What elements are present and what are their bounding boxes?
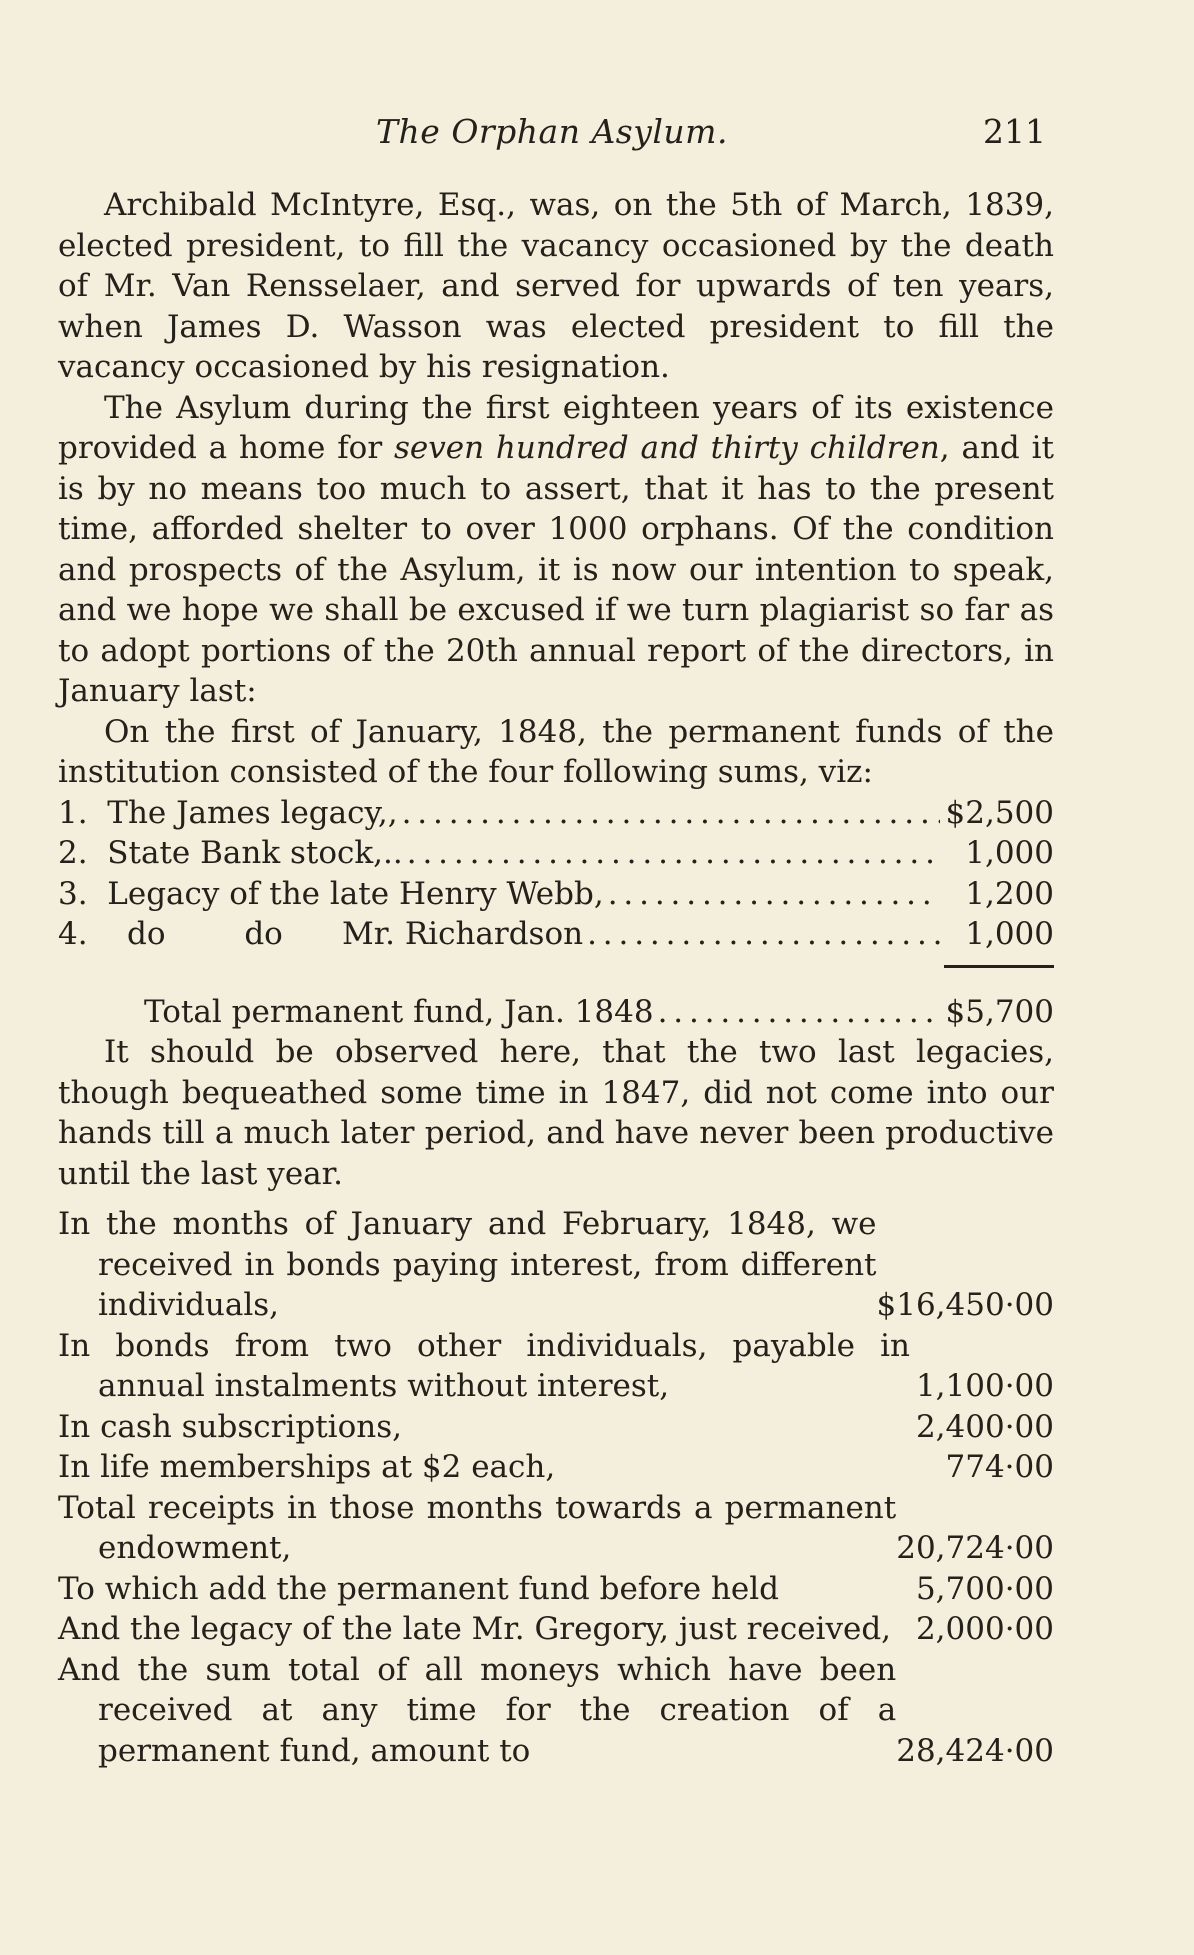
receipt-amount: 774·00: [945, 1449, 1054, 1485]
paragraph-asylum-history-before: The Asylum during the first eighteen years of its existence provided a home for: [58, 389, 1054, 466]
running-title: The Orphan Asylum.: [376, 112, 728, 151]
ledger-amount: $2,500: [945, 794, 1054, 831]
ledger-label: 2. State Bank stock,..: [58, 835, 403, 871]
page-header: [58, 112, 1046, 160]
ledger-row: [58, 874, 1054, 915]
paragraph-asylum-history-after: , and it is by no means too much to assert, that it has to the present time, afforded shelter to over 1000 orphans. Of the condition and prospects of the Asylum, it is now our intention to speak, and we hope we shall be excused if we turn plagiarist so far as to adopt portions of the 20th annual report of the directors, in January last:: [58, 430, 1054, 709]
receipt-text: And the sum total of all moneys which have been received at any time for the creation of a permanent fund, amount to: [58, 1651, 897, 1769]
receipt-text: To which add the permanent fund before held: [58, 1570, 780, 1607]
total-label: Total permanent fund, Jan. 1848: [144, 993, 654, 1030]
total-row: [58, 992, 1054, 1033]
paragraph-funds-intro: On the first of January, 1848, the permanent funds of the institution consisted of the four following sums, viz:: [58, 713, 1054, 790]
receipt-entry: [58, 1650, 1054, 1772]
receipts-list: [58, 1204, 1054, 1771]
receipt-text: In cash subscriptions,: [58, 1408, 402, 1445]
receipt-amount: 1,100·00: [915, 1368, 1054, 1404]
receipt-entry: [58, 1609, 1054, 1650]
receipt-text: Total receipts in those months towards a permanent endowment,: [58, 1489, 897, 1566]
dot-leader: [608, 874, 940, 915]
receipt-amount: 28,424·00: [896, 1732, 1054, 1769]
ledger-amount: 1,000: [965, 916, 1054, 952]
ledger-row: [58, 833, 1054, 874]
receipt-text: And the legacy of the late Mr. Gregory, just received,: [58, 1611, 892, 1647]
receipt-text: In bonds from two other individuals, payable in annual instalments without interest,: [58, 1327, 910, 1404]
receipt-amount: 5,700·00: [915, 1570, 1054, 1607]
receipt-amount: 20,724·00: [896, 1530, 1054, 1566]
receipt-entry: [58, 1569, 1054, 1610]
ledger-label: 1. The James legacy,,: [58, 794, 398, 831]
ledger-row: [58, 914, 1054, 955]
receipt-amount: $16,450·00: [876, 1287, 1054, 1323]
ledger-amount: 1,000: [965, 835, 1054, 871]
ledger-row: [58, 793, 1054, 834]
receipt-text: In life memberships at $2 each,: [58, 1449, 556, 1485]
receipt-amount: 2,400·00: [915, 1408, 1054, 1445]
dot-leader: [658, 992, 940, 1033]
ledger-label: 3. Legacy of the late Henry Webb,: [58, 875, 604, 912]
receipt-entry: [58, 1407, 1054, 1448]
total-rule: [944, 965, 1054, 968]
total-amount: $5,700: [945, 993, 1054, 1030]
paragraph-asylum-history: [58, 388, 1054, 712]
receipt-text: In the months of January and February, 1848, we received in bonds paying interest, from different individuals,: [58, 1206, 877, 1323]
funds-ledger: [58, 793, 1054, 955]
receipt-entry: [58, 1326, 1054, 1407]
paragraph-asylum-history-emphasis: seven hundred and thirty children: [394, 430, 940, 466]
paragraph-observation: It should be observed here, that the two last legacies, though bequeathed some time in 1847, did not come into our hands till a much later period, and have never been productive until the last year.: [58, 1034, 1054, 1192]
receipt-entry: [58, 1488, 1054, 1569]
receipt-amount: 2,000·00: [915, 1611, 1054, 1647]
dot-leader: [402, 793, 940, 834]
paragraph-president: Archibald McIntyre, Esq., was, on the 5th of March, 1839, elected president, to fill the vacancy occasioned by the death of Mr. Van Rensselaer, and served for upwards of ten years, when James D. Wasson was elected president to fill the vacancy occasioned by his resignation.: [58, 187, 1054, 385]
dot-leader: [407, 833, 940, 874]
ledger-amount: 1,200: [965, 875, 1054, 912]
receipt-entry: [58, 1447, 1054, 1488]
dot-leader: [587, 914, 940, 955]
receipt-entry: [58, 1204, 1054, 1326]
page-number: 211: [983, 112, 1046, 151]
page-body: [58, 185, 1054, 1771]
ledger-label: 4. do do Mr. Richardson: [58, 916, 584, 952]
